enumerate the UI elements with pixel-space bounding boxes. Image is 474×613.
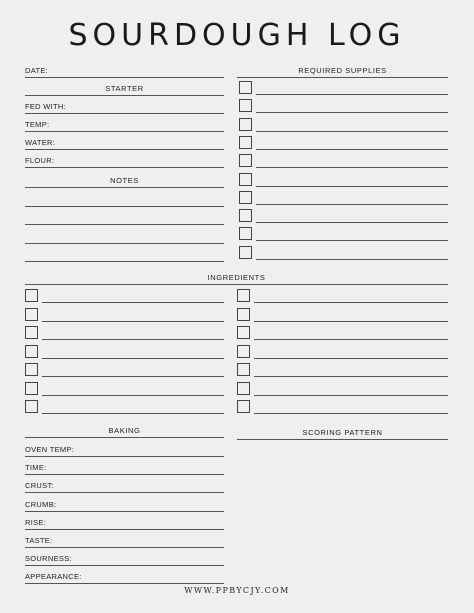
baking-field-line[interactable]: [25, 565, 224, 566]
starter-field-label: FED WITH:: [25, 102, 67, 111]
supply-line[interactable]: [256, 204, 448, 205]
baking-field-label: RISE:: [25, 517, 47, 527]
ingredient-line[interactable]: [42, 413, 224, 414]
notes-line[interactable]: [25, 224, 224, 225]
ingredient-checkbox[interactable]: [25, 400, 38, 413]
notes-line[interactable]: [25, 243, 224, 244]
baking-field-line[interactable]: [25, 511, 224, 512]
notes-heading: NOTES: [110, 176, 139, 185]
supply-checkbox[interactable]: [239, 209, 252, 222]
supply-line[interactable]: [256, 186, 448, 187]
baking-field-label: SOURNESS:: [25, 554, 72, 564]
baking-field-line[interactable]: [25, 474, 224, 475]
ingredient-line[interactable]: [254, 321, 448, 322]
supply-checkbox[interactable]: [239, 81, 252, 94]
supply-line[interactable]: [256, 131, 448, 132]
baking-field-line[interactable]: [25, 456, 224, 457]
notes-line[interactable]: [25, 187, 224, 188]
ingredient-checkbox[interactable]: [237, 382, 250, 395]
ingredient-line[interactable]: [42, 302, 224, 303]
footer-url: WWW.PPBYCJY.COM: [184, 586, 290, 595]
supply-checkbox[interactable]: [239, 227, 252, 240]
supply-checkbox[interactable]: [239, 118, 252, 131]
supply-line[interactable]: [256, 149, 448, 150]
ingredients-rule: [25, 284, 448, 285]
ingredient-line[interactable]: [254, 395, 448, 396]
ingredient-checkbox[interactable]: [25, 308, 38, 321]
ingredient-checkbox[interactable]: [237, 400, 250, 413]
date-line[interactable]: [25, 77, 224, 78]
ingredient-checkbox[interactable]: [237, 345, 250, 358]
baking-field-line[interactable]: [25, 583, 224, 584]
starter-field-line[interactable]: [25, 113, 224, 114]
starter-field-label: WATER:: [25, 138, 56, 147]
baking-field-label: APPEARANCE:: [25, 572, 82, 582]
ingredient-line[interactable]: [42, 395, 224, 396]
starter-field-label: TEMP:: [25, 120, 50, 129]
required-supplies-rule: [237, 77, 448, 78]
ingredient-checkbox[interactable]: [25, 326, 38, 339]
ingredient-line[interactable]: [254, 302, 448, 303]
baking-field-line[interactable]: [25, 547, 224, 548]
supply-checkbox[interactable]: [239, 246, 252, 259]
scoring-pattern-heading: SCORING PATTERN: [302, 428, 383, 437]
page-title: SOURDOUGH LOG: [68, 18, 406, 53]
ingredient-checkbox[interactable]: [237, 363, 250, 376]
ingredient-line[interactable]: [42, 321, 224, 322]
baking-field-label: TASTE:: [25, 536, 53, 545]
ingredient-line[interactable]: [42, 376, 224, 377]
ingredient-line[interactable]: [42, 339, 224, 340]
ingredient-line[interactable]: [42, 358, 224, 359]
ingredient-line[interactable]: [254, 376, 448, 377]
supply-line[interactable]: [256, 240, 448, 241]
baking-field-label: OVEN TEMP:: [25, 445, 75, 454]
ingredient-line[interactable]: [254, 339, 448, 340]
supply-checkbox[interactable]: [239, 99, 252, 112]
supply-checkbox[interactable]: [239, 173, 252, 186]
baking-field-line[interactable]: [25, 529, 224, 530]
ingredient-checkbox[interactable]: [237, 308, 250, 321]
baking-field-line[interactable]: [25, 492, 224, 493]
ingredient-checkbox[interactable]: [237, 326, 250, 339]
baking-field-label: TIME:: [25, 463, 47, 473]
date-label: DATE:: [25, 66, 49, 75]
supply-line[interactable]: [256, 259, 448, 260]
supply-checkbox[interactable]: [239, 136, 252, 149]
supply-checkbox[interactable]: [239, 154, 252, 167]
required-supplies-heading: REQUIRED SUPPLIES: [298, 66, 387, 75]
starter-field-line[interactable]: [25, 167, 224, 168]
supply-line[interactable]: [256, 222, 448, 223]
starter-heading: STARTER: [105, 84, 144, 93]
baking-field-label: CRUST:: [25, 481, 54, 491]
ingredient-checkbox[interactable]: [25, 363, 38, 376]
ingredients-heading: INGREDIENTS: [207, 273, 266, 282]
baking-rule: [25, 437, 224, 438]
ingredient-checkbox[interactable]: [25, 382, 38, 395]
ingredient-checkbox[interactable]: [25, 345, 38, 358]
supply-checkbox[interactable]: [239, 191, 252, 204]
supply-line[interactable]: [256, 94, 448, 95]
baking-field-label: CRUMB:: [25, 499, 57, 509]
scoring-pattern-rule: [237, 439, 448, 440]
supply-line[interactable]: [256, 167, 448, 168]
notes-line[interactable]: [25, 261, 224, 262]
ingredient-line[interactable]: [254, 413, 448, 414]
starter-field-line[interactable]: [25, 149, 224, 150]
baking-heading: BAKING: [108, 426, 141, 435]
ingredient-checkbox[interactable]: [25, 289, 38, 302]
ingredient-checkbox[interactable]: [237, 289, 250, 302]
starter-field-label: FLOUR:: [25, 156, 55, 165]
supply-line[interactable]: [256, 112, 448, 113]
starter-heading-rule: [25, 95, 224, 96]
starter-field-line[interactable]: [25, 131, 224, 132]
ingredient-line[interactable]: [254, 358, 448, 359]
notes-line[interactable]: [25, 206, 224, 207]
